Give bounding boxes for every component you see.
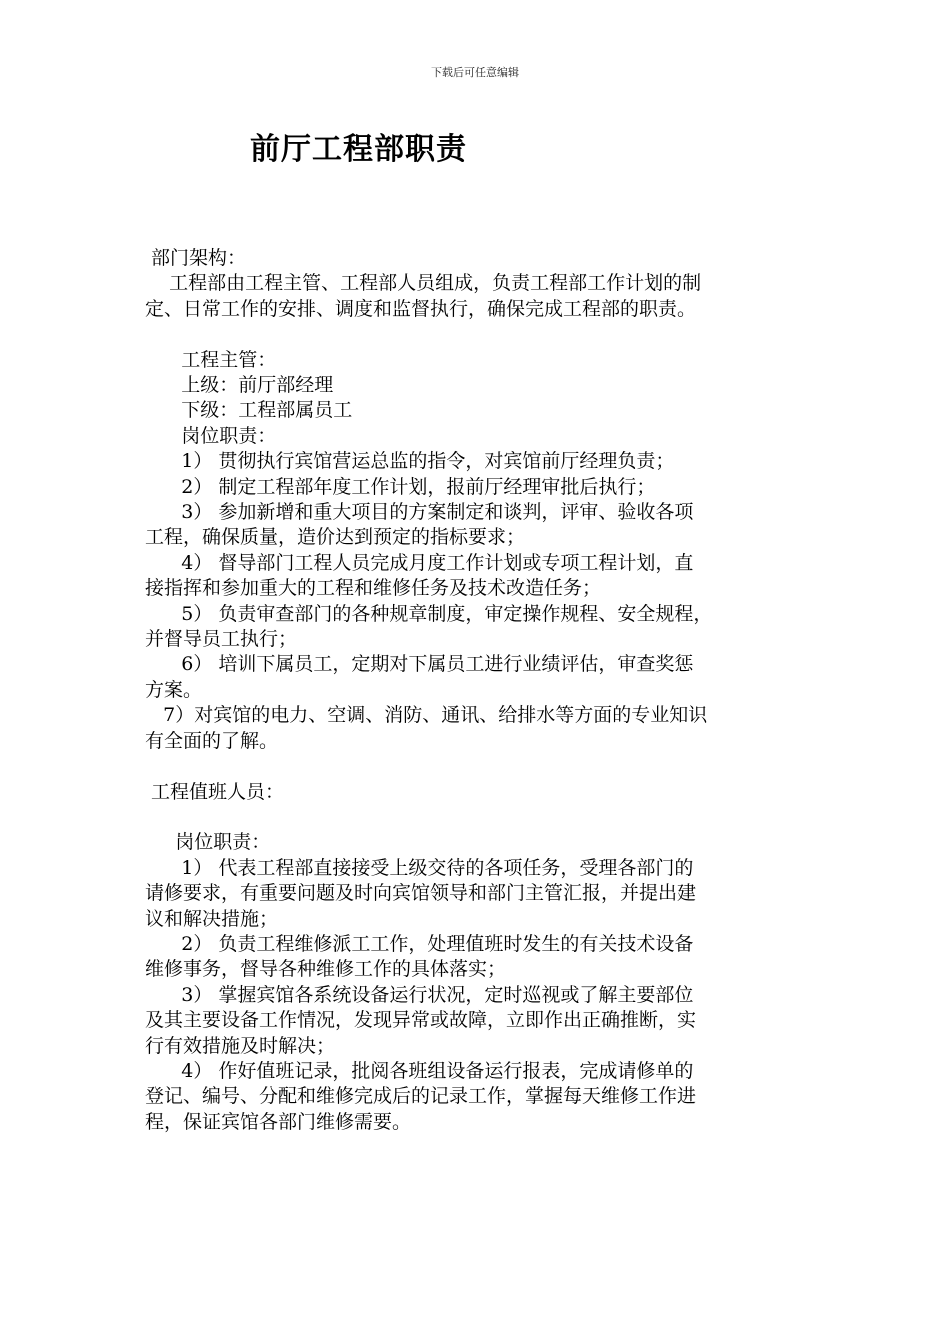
body-line: 1） 贯彻执行宾馆营运总监的指令，对宾馆前厅经理负责； [145, 450, 675, 473]
body-line: 岗位职责： [145, 424, 277, 447]
body-line: 4） 督导部门工程人员完成月度工作计划或专项工程计划，直 [145, 551, 694, 574]
body-line: 5） 负责审查部门的各种规章制度，审定操作规程、安全规程， [145, 602, 713, 625]
body-line: 工程值班人员： [145, 780, 285, 803]
body-line: 定、日常工作的安排、调度和监督执行，确保完成工程部的职责。 [145, 297, 697, 320]
body-line: 岗位职责： [145, 831, 271, 854]
body-line: 1） 代表工程部直接接受上级交待的各项任务，受理各部门的 [145, 856, 694, 879]
body-line: 登记、编号、分配和维修完成后的记录工作，掌握每天维修工作进 [145, 1085, 697, 1108]
body-line: 3） 掌握宾馆各系统设备运行状况，定时巡视或了解主要部位 [145, 983, 694, 1006]
body-line: 并督导员工执行； [145, 628, 298, 651]
blank-line [145, 805, 825, 830]
body-line: 行有效措施及时解决； [145, 1034, 336, 1057]
body-line: 7）对宾馆的电力、空调、消防、通讯、给排水等方面的专业知识 [145, 704, 708, 727]
body-line: 请修要求，有重要问题及时向宾馆领导和部门主管汇报，并提出建 [145, 882, 697, 905]
body-line: 2） 制定工程部年度工作计划，报前厅经理审批后执行； [145, 475, 656, 498]
body-line: 程，保证宾馆各部门维修需要。 [145, 1110, 412, 1133]
body-line: 有全面的了解。 [145, 729, 279, 752]
body-line: 2） 负责工程维修派工工作，处理值班时发生的有关技术设备 [145, 932, 694, 955]
body-line: 下级：工程部属员工 [145, 399, 353, 422]
body-line: 及其主要设备工作情况，发现异常或故障，立即作出正确推断，实 [145, 1009, 697, 1032]
blank-line [145, 322, 825, 347]
body-line: 工程部由工程主管、工程部人员组成，负责工程部工作计划的制 [145, 272, 702, 295]
body-line: 接指挥和参加重大的工程和维修任务及技术改造任务； [145, 577, 602, 600]
blank-line [145, 754, 825, 779]
body-line: 议和解决措施； [145, 907, 279, 930]
body-line: 部门架构： [145, 247, 247, 269]
body-line: 工程，确保质量，造价达到预定的指标要求； [145, 526, 526, 549]
body-line: 维修事务，督导各种维修工作的具体落实； [145, 958, 507, 981]
body-line: 上级：前厅部经理 [145, 374, 334, 397]
body-line: 工程主管： [145, 348, 277, 371]
header-note: 下载后可任意编辑 [431, 66, 519, 79]
body-line: 3） 参加新增和重大项目的方案制定和谈判，评审、验收各项 [145, 501, 694, 524]
body-line: 4） 作好值班记录，批阅各班组设备运行报表，完成请修单的 [145, 1059, 694, 1082]
body-line: 6） 培训下属员工，定期对下属员工进行业绩评估，审查奖惩 [145, 653, 694, 676]
body-line: 方案。 [145, 678, 203, 701]
document-body [145, 246, 825, 1135]
document-title: 前厅工程部职责 [250, 132, 467, 167]
